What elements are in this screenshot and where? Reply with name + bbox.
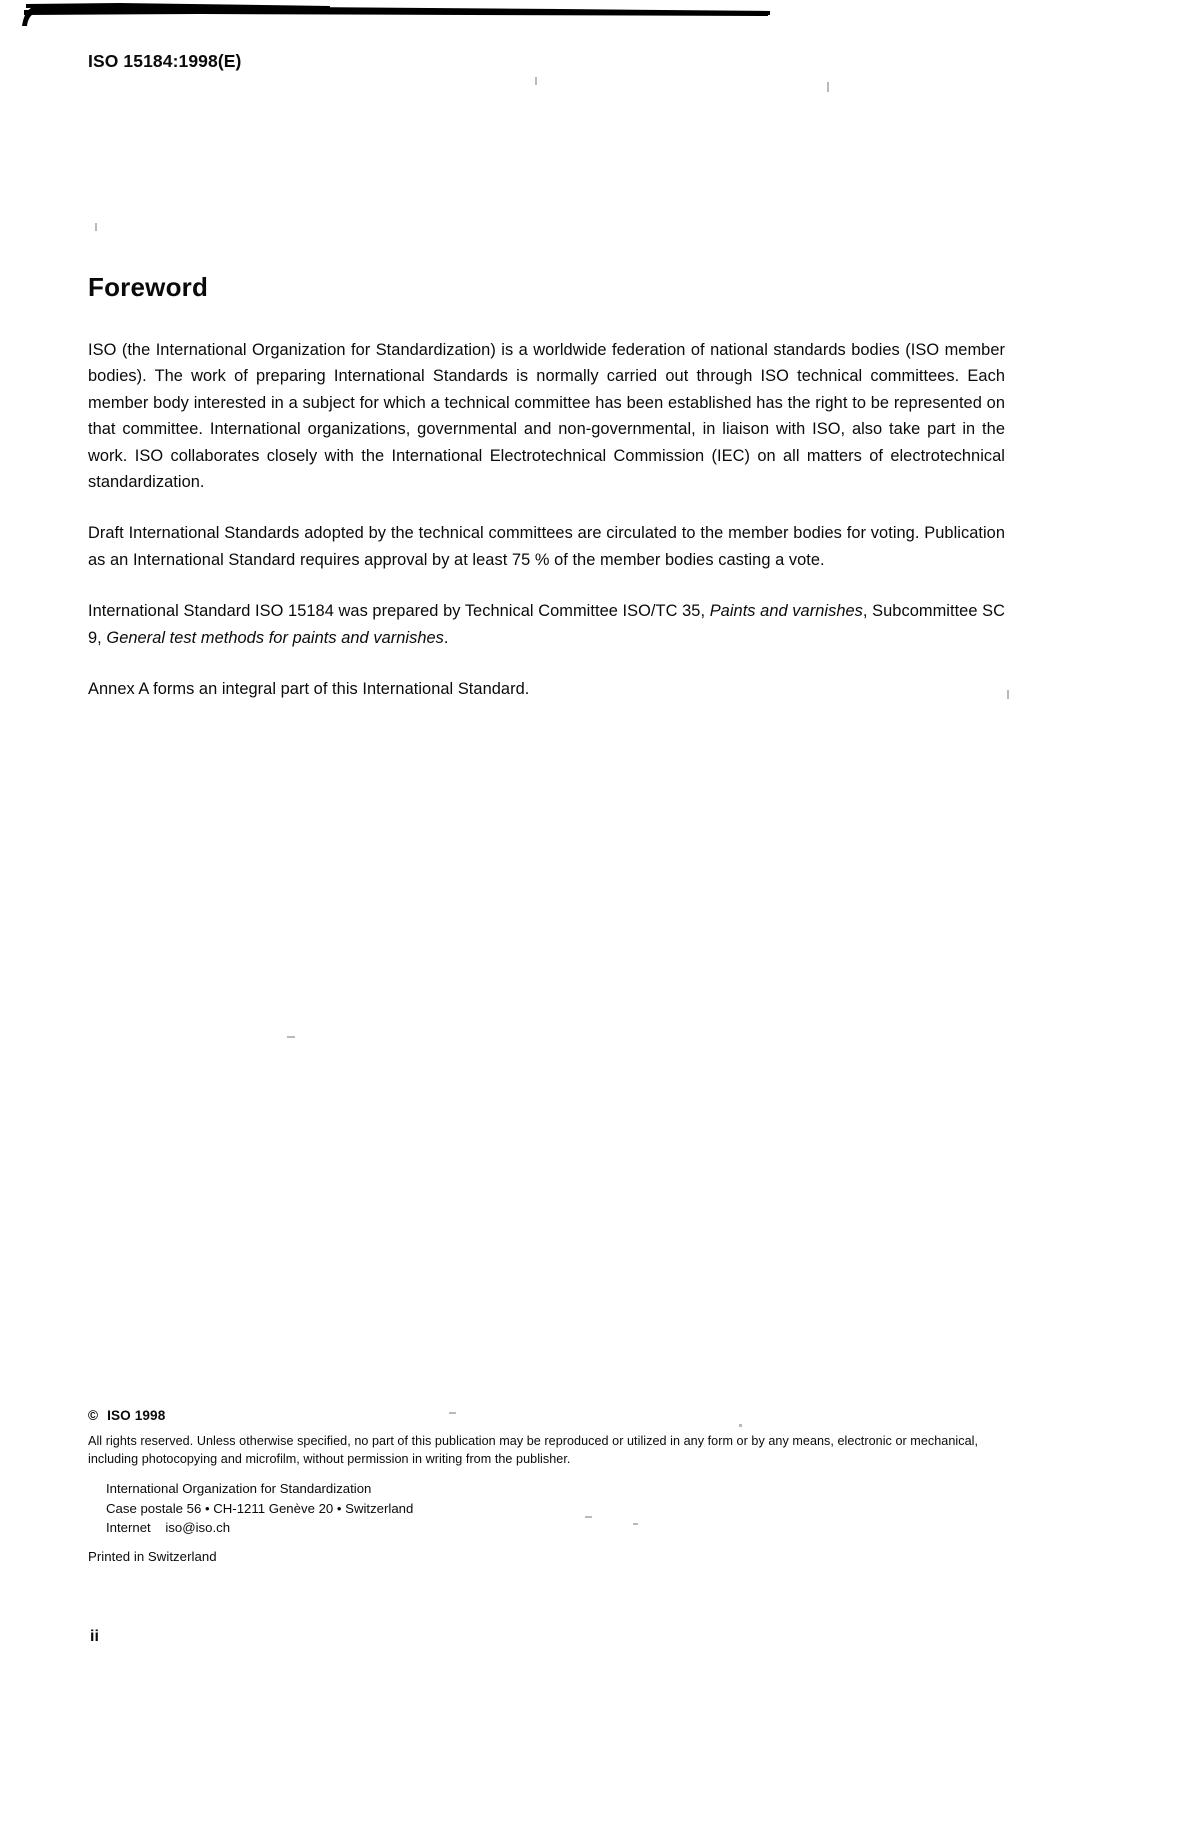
scan-speckle <box>1007 690 1009 699</box>
annex-note-paragraph: Annex A forms an integral part of this International Standard. <box>88 680 530 699</box>
copyright-line <box>88 1408 1008 1423</box>
address-line-postal: Case postale 56 • CH-1211 Genève 20 • Switzerland <box>106 1500 414 1516</box>
prepared-by-lead: International Standard ISO 15184 was prepared by Technical Committee ISO/TC 35, <box>88 602 706 621</box>
scan-artifact <box>0 0 790 26</box>
foreword-paragraph-2: Draft International Standards adopted by the technical committees are circulated to the member bodies for voting. Publication as an International Standard requires approval by at least 75 % of the member bodies casting a vote. <box>88 524 1005 569</box>
prepared-by-middle: , Subcommittee SC 9, <box>88 602 1005 647</box>
copyright-icon: © <box>88 1408 99 1423</box>
rights-reserved-text: All rights reserved. Unless otherwise specified, no part of this publication may be reproduced or utilized in any form or by any means, electronic or mechanical, including photocopying and microfilm, without permission in writing from the publisher. <box>88 1434 979 1466</box>
scan-speckle <box>827 82 829 92</box>
scan-speckle <box>287 1036 295 1038</box>
scan-speckle <box>95 223 97 231</box>
foreword-prepared-by-paragraph <box>88 598 1005 651</box>
page-title: Foreword <box>88 272 209 302</box>
printed-in-text: Printed in Switzerland <box>88 1548 217 1564</box>
foreword-paragraph-1: ISO (the International Organization for Standardization) is a worldwide federation of national standards bodies (ISO member bodies). The work of preparing International Standards is normally carried out through ISO technical committees. Each member body interested in a subject for which a technical committee has been established has the right to be represented on that committee. International organizations, governmental and non-governmental, in liaison with ISO, also take part in the work. ISO collaborates closely with the International Electrotechnical Commission (IEC) on all matters of electrotechnical standardization. <box>88 341 1005 492</box>
page-number: ii <box>90 1628 99 1645</box>
document-header: ISO 15184:1998(E) <box>88 51 242 71</box>
scan-speckle <box>535 77 537 85</box>
committee-title: Paints and varnishes <box>709 602 863 621</box>
subcommittee-title: General test methods for paints and varnishes <box>106 628 444 647</box>
copyright-text: ISO 1998 <box>107 1408 166 1423</box>
address-line-organization: International Organization for Standardization <box>106 1481 372 1496</box>
foreword-section <box>88 272 1005 702</box>
colophon-block <box>88 1408 1008 1564</box>
address-line-internet: Internet iso@iso.ch <box>106 1520 231 1535</box>
publisher-address <box>106 1479 1008 1538</box>
prepared-by-tail: . <box>443 628 449 647</box>
